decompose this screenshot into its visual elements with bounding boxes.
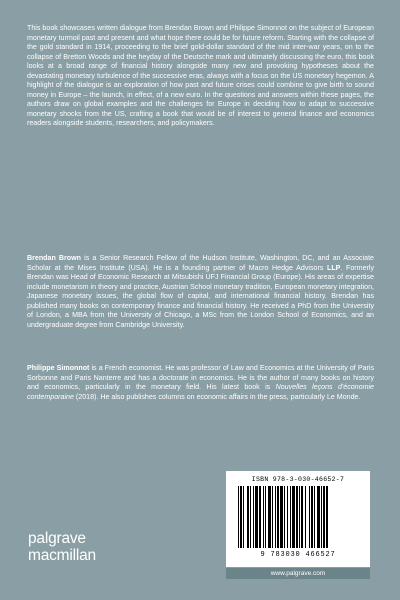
barcode-bar (247, 486, 249, 548)
barcode-bar (284, 486, 285, 548)
bio-text: is a Senior Research Fellow of the Hudson Institute, Washington, DC, and an Associate Scholar at the Mises Institute (USA). He is a founding partner of Macro Hedge Advisors (27, 254, 375, 272)
logo-line-2: macmillan (28, 547, 96, 564)
barcode-bar (253, 486, 254, 548)
isbn-label: ISBN 978-3-030-46652-7 (251, 476, 345, 483)
barcode-bar (290, 486, 291, 548)
barcode-bar (265, 486, 266, 548)
bio-text: . Formerly Brendan was Head of Economic Research at Mitsubishi UFJ Financial Group (Europe). His areas of expertise include monetarism in theory and practice, Austrian School monetary tradition, European monetary integration, Japanese monetary issues, the global flow of capital, and international financial history. Brendan has published many books on contemporary finance and financial history. He received a PhD from the University of London, a MBA from the University of Chicago, a MSc from the London School of Economics, and an undergraduate degree from Cambridge University. (27, 263, 374, 329)
barcode-bar (305, 486, 306, 548)
bio-text: is a French economist. He was professor of Law and Economics at the University of Paris Sorbonne and Paris Nanterre and has a doctorate in economics. He is the author of many books on history and economics, particularly in the monetary field. His latest book is (27, 364, 375, 391)
barcode-bar (299, 486, 300, 548)
barcode-bar (317, 486, 320, 548)
barcode-bar (280, 486, 283, 548)
barcode-bar (321, 486, 322, 548)
barcode-panel (226, 471, 370, 567)
barcode-bar (259, 486, 261, 548)
barcode-bar (250, 486, 251, 548)
barcode-bar (309, 486, 310, 548)
book-blurb: This book showcases written dialogue from Brendan Brown and Philippe Simonnot on the subject of European monetary turmoil past and present and what hope there could be for future reform. Starting with the collapse of the gold standard in 1914, proceeding to the brief gold-dollar standard of the mid inter-war years, on to the collapse of Bretton Woods and the heyday of the Deutsche mark and ultimately discussing the euro, this book looks at a broad range of financial history alongside many new and provoking hypotheses about the devastating monetary turbulence of the successive eras, always with a focus on the US monetary hegemon. A highlight of the dialogue is an exploration of how past and future crises could combine to give birth to sound money in Europe – the launch, in effect, of a new euro. In the questions and answers within these pages, the authors draw on global examples and the challenges for Europe in deciding how to adapt to successive monetary shocks from the US, crafting a book that would be of interest to general finance and economics readers alongside students, researchers, and policymakers. (27, 24, 374, 127)
publisher-website[interactable]: www.palgrave.com (226, 568, 370, 579)
author-bio-simonnot (27, 364, 374, 402)
barcode-bar (323, 486, 325, 548)
barcode-bar (268, 486, 271, 548)
author-bio-brown (27, 254, 374, 330)
barcode-bar (238, 486, 239, 548)
author-name-simonnot: Philippe Simonnot (27, 364, 90, 372)
logo-line-1: palgrave (28, 530, 86, 547)
barcode-bar (243, 486, 244, 548)
bio-text: (2018). He also publishes columns on economic affairs in the press, particularly Le Monde. (73, 392, 361, 401)
publisher-logo (28, 530, 108, 564)
barcode-bar (277, 486, 279, 548)
barcode-bar (314, 486, 315, 548)
barcode-bar (240, 486, 242, 548)
barcode-bar (275, 486, 276, 548)
barcode-bar (287, 486, 288, 548)
barcode-bar (272, 486, 273, 548)
barcode-bar (301, 486, 303, 548)
barcode-bar (311, 486, 313, 548)
barcode-bar (263, 486, 264, 548)
barcode-bar (292, 486, 295, 548)
firm-suffix: LLP (327, 263, 341, 272)
author-name-brown: Brendan Brown (27, 254, 81, 262)
barcode-bar (326, 486, 328, 548)
barcode-bar (296, 486, 298, 548)
barcode-digits: 9 783030 466527 (260, 551, 336, 559)
book-title: Nouvelles leçons d'économie contemporaine (27, 383, 375, 401)
barcode-bar (255, 486, 258, 548)
barcode-icon (236, 486, 360, 550)
